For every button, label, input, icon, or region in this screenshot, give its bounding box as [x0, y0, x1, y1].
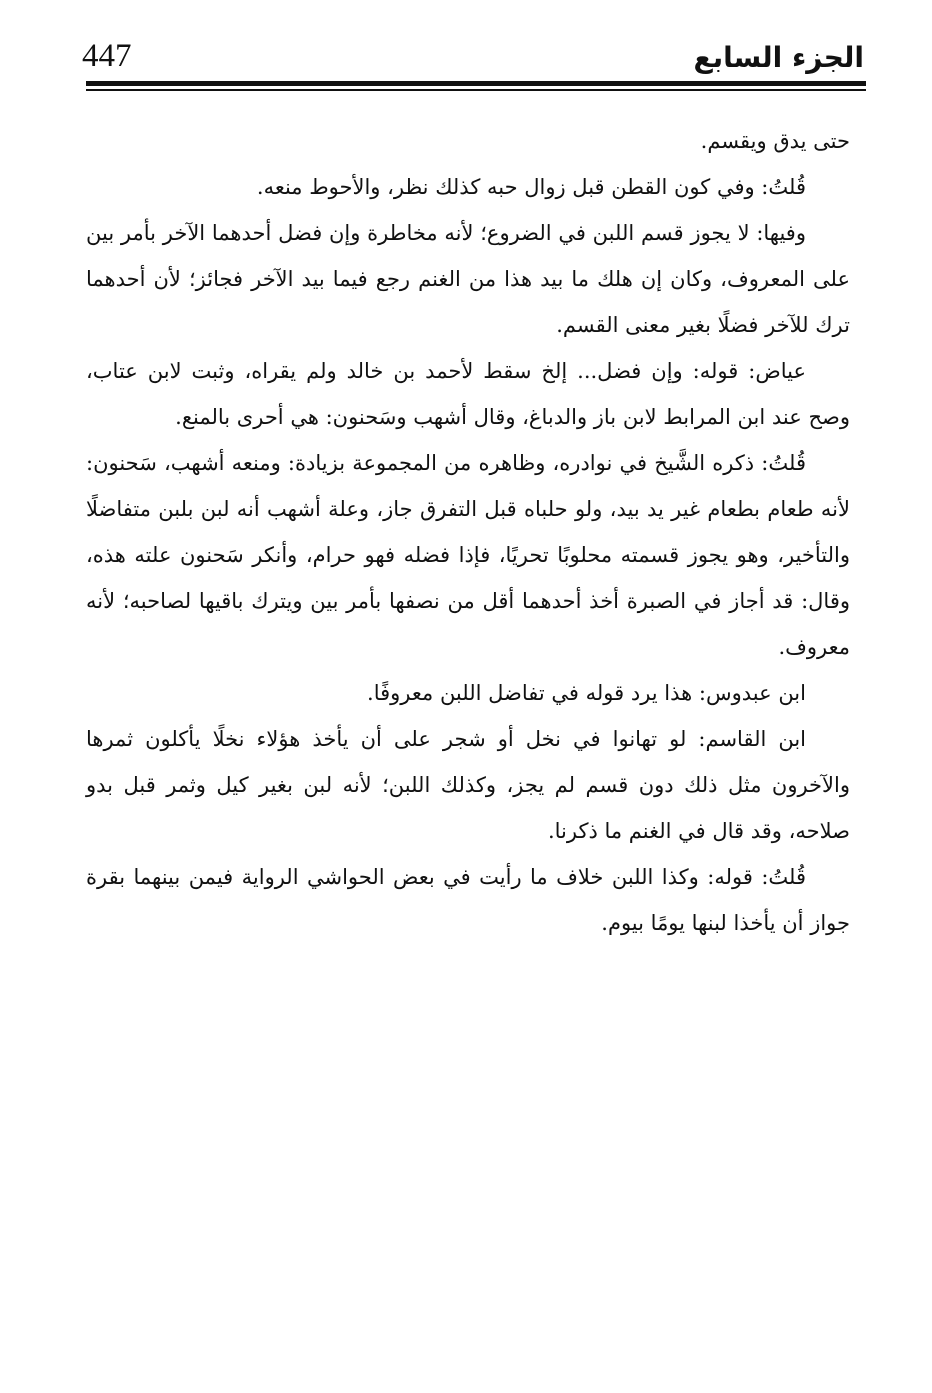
paragraph-4: عياض: قوله: وإن فضل... إلخ سقط لأحمد بن خالد ولم يقراه، وثبت لابن عتاب، وصح عند ابن المرابط لابن باز والدباغ، وقال أشهب وسَحنون: هي أحرى بالمنع.: [86, 359, 850, 429]
paragraph-7: ابن القاسم: لو تهانوا في نخل أو شجر على أن يأخذ هؤلاء نخلًا يأكلون ثمرها والآخرون مثل ذلك دون قسم لم يجز، وكذلك اللبن؛ لأنه لبن بغير كيل وثمر قبل بدو صلاحه، وقد قال في الغنم ما ذكرنا.: [86, 727, 850, 843]
header-rule-thick: [86, 81, 866, 86]
paragraph-3: وفيها: لا يجوز قسم اللبن في الضروع؛ لأنه مخاطرة وإن فضل أحدهما الآخر بأمر بين على المعروف، وكان إن هلك ما بيد هذا من الغنم رجع فيما بيد الآخر فجائز؛ لأن أحدهما ترك للآخر فضلًا بغير معنى القسم.: [86, 221, 850, 337]
page-body: [86, 118, 850, 946]
paragraph-5: قُلتُ: ذكره الشَّيخ في نوادره، وظاهره من المجموعة بزيادة: ومنعه أشهب، سَحنون: لأنه طعام بطعام غير يد بيد، ولو حلباه قبل التفرق جاز، وعلة أشهب أنه لبن بلبن متفاضلًا والتأخير، وهو يجوز قسمته محلوبًا تحريًا، فإذا فضله فهو حرام، وأنكر سَحنون علته هذه، وقال: قد أجاز في الصبرة أخذ أحدهما أقل من نصفها بأمر بين ويترك باقيها لصاحبه؛ لأنه معروف.: [86, 451, 850, 659]
page-number: 447: [82, 38, 132, 74]
running-title: الجزء السابع: [693, 41, 864, 74]
paragraph-1: حتى يدق ويقسم.: [700, 129, 850, 153]
paragraph-2: قُلتُ: وفي كون القطن قبل زوال حبه كذلك نظر، والأحوط منعه.: [256, 175, 806, 199]
header-rule-thin: [86, 89, 866, 91]
paragraph-8: قُلتُ: قوله: وكذا اللبن خلاف ما رأيت في بعض الحواشي الرواية فيمن بينهما بقرة جواز أن يأخذا لبنها يومًا بيوم.: [86, 865, 850, 935]
paragraph-6: ابن عبدوس: هذا يرد قوله في تفاضل اللبن معروفًا.: [367, 681, 806, 705]
